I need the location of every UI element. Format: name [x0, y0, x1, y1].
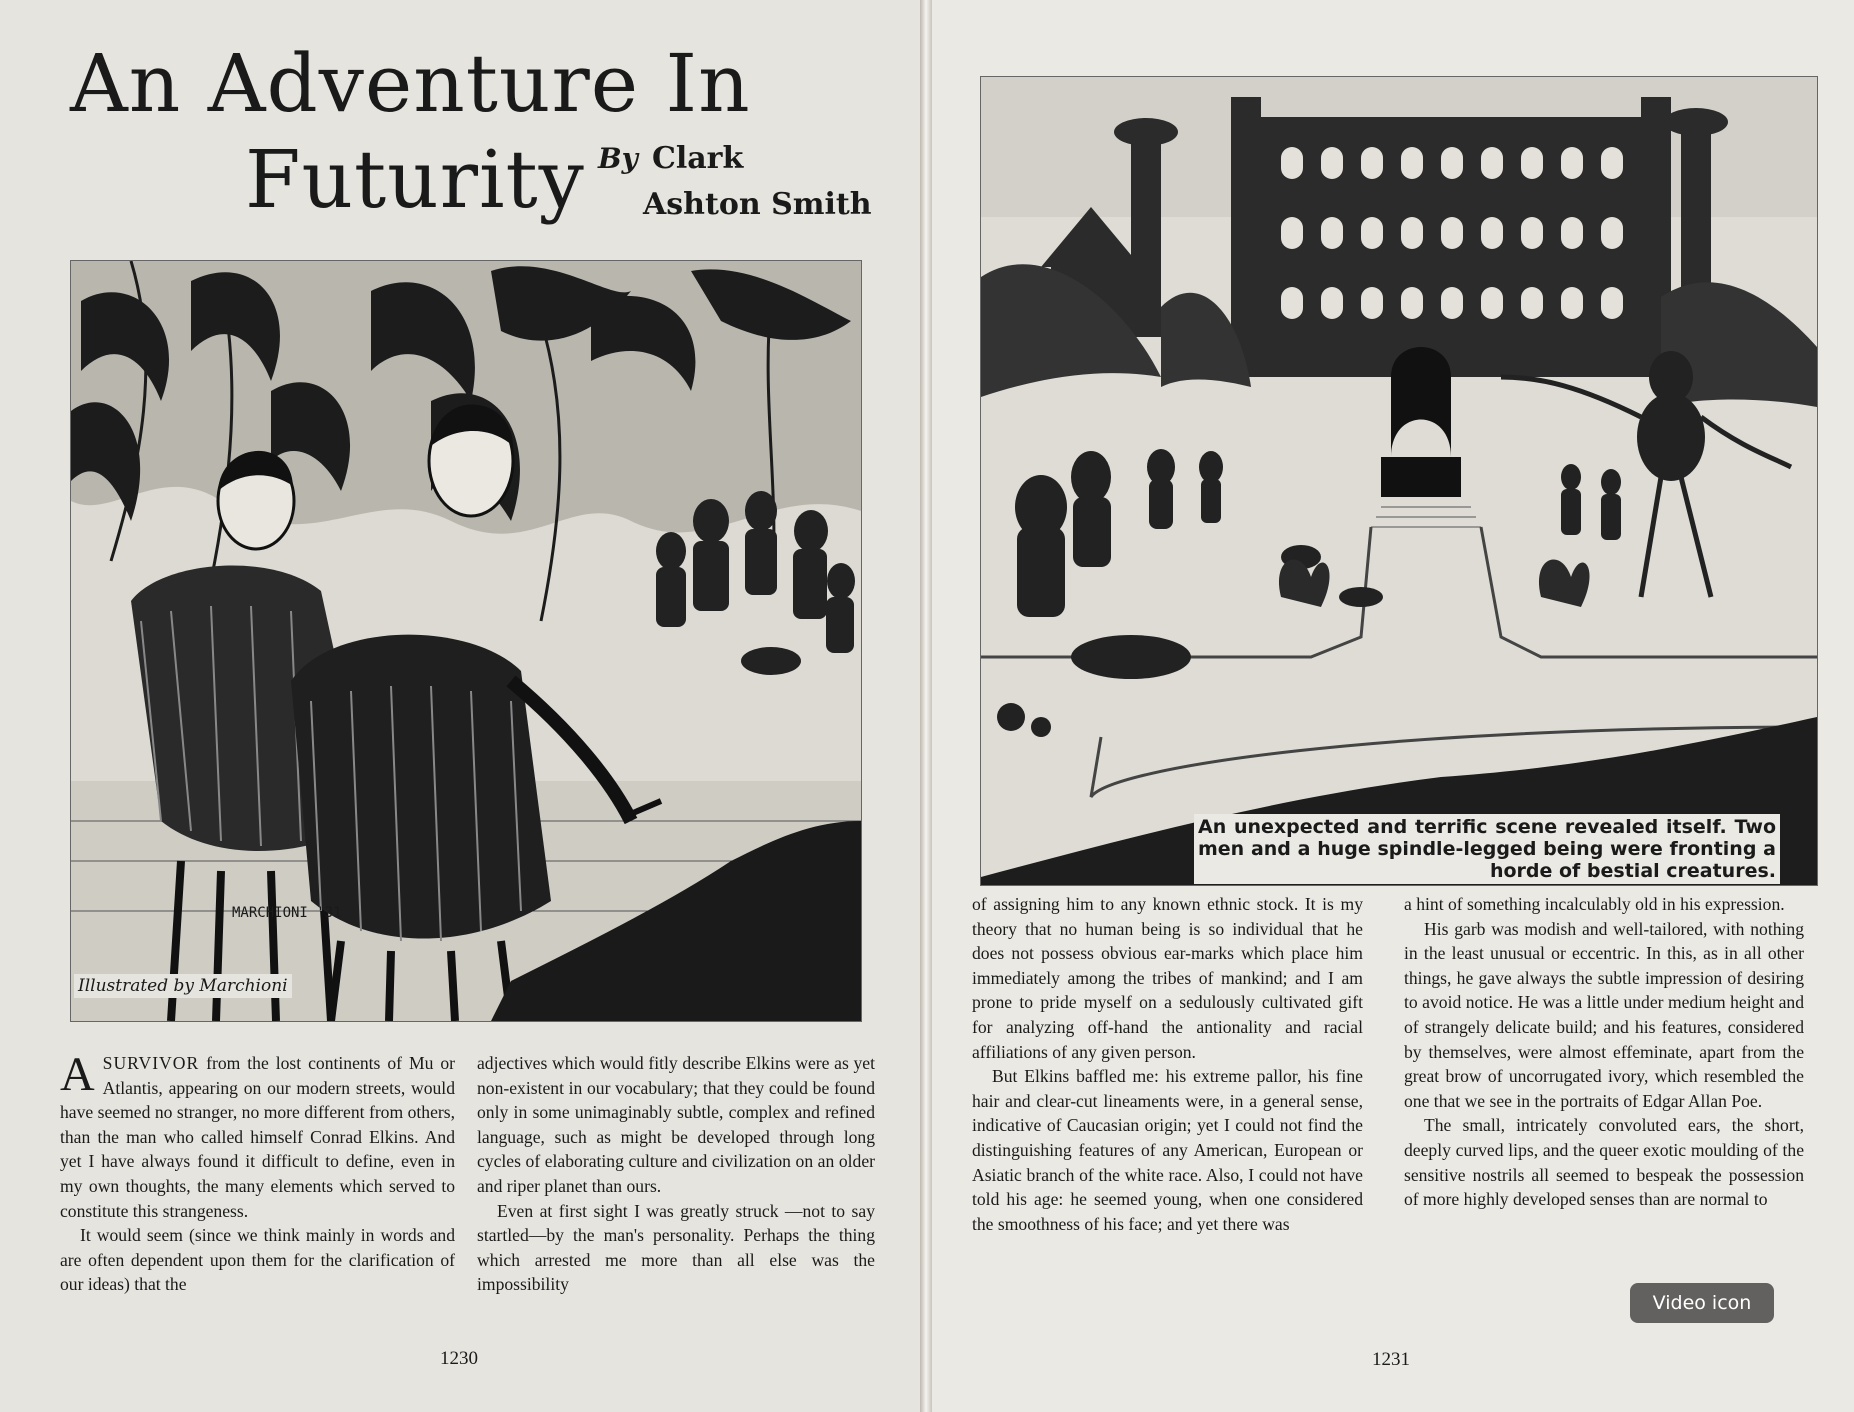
paragraph: His garb was modish and well-tailored, with nothing in the least unusual or eccentric. In this, as in all other things, he gave always the subtle impression of desiring to avoid notice. He was a little under medium height and of strangely delicate build; and his features, considered by themselves, were almost effeminate, apart from the great brow of uncorrugated ivory, which resembled the one that we see in the portraits of Edgar Allan Poe.: [1404, 918, 1804, 1111]
paragraph: a hint of something incalculably old in his expression.: [1404, 894, 1785, 914]
author-first-name: Clark: [651, 141, 744, 176]
video-icon-badge[interactable]: Video icon: [1630, 1283, 1774, 1323]
drop-cap: A: [60, 1048, 95, 1101]
paragraph: But Elkins baffled me: his extreme pallor, his fine hair and clear-cut lineaments were, in a general sense, indicative of Caucasian origin; yet I could not find the distinguishing features of any American, European or Asiatic branch of the white race. Also, I could not have told his age: he seemed young, when one considered the smoothness of his face; and yet there was: [972, 1066, 1363, 1234]
left-column-1: [60, 1048, 455, 1297]
left-page: [0, 0, 920, 1412]
book-gutter: [920, 0, 932, 1412]
byline-by: By: [598, 142, 638, 175]
illustration-two-men-jungle: [70, 260, 862, 1022]
paragraph: The small, intricately convoluted ears, the short, deeply curved lips, and the queer exotic moulding of the sensitive nostrils all seemed to bespeak the possession of more highly developed senses than are normal to: [1404, 1115, 1804, 1210]
author-last-name: Ashton Smith: [643, 187, 872, 222]
paragraph: Even at first sight I was greatly struck —not to say startled—by the man's personality. Perhaps the thing which arrested me more than all else was the impossibility: [477, 1200, 875, 1295]
right-page: [932, 0, 1854, 1412]
illustration-credit: Illustrated by Marchioni: [74, 974, 292, 998]
left-column-2: [477, 1051, 875, 1297]
illustration-caption: An unexpected and terrific scene revealed itself. Two men and a huge spindle-legged being were fronting a horde of bestial creatures.: [1194, 814, 1780, 884]
opening-lead-word: SURVIVOR: [102, 1053, 200, 1073]
byline: [598, 136, 872, 228]
paragraph: It would seem (since we think mainly in words and are often dependent upon them for the clarification of our ideas) that the: [60, 1225, 455, 1295]
opening-paragraph: [60, 1048, 455, 1223]
opening-paragraph-text: from the lost continents of Mu or Atlantis, appearing on our modern streets, would have seemed no stranger, no more different from others, than the man who called himself Conrad Elkins. And yet I have always found it difficult to define, even in my own thoughts, the many elements which served to constitute this strangeness.: [60, 1053, 455, 1221]
title-line-2: Futurity: [245, 133, 585, 226]
illustrator-signature: MARCHIONI '31: [232, 905, 342, 921]
title-line-1: An Adventure In: [70, 37, 751, 130]
right-column-1: [972, 892, 1363, 1236]
illustration-palace-scene: [980, 76, 1818, 886]
page-number-right: 1231: [1372, 1349, 1410, 1370]
paragraph: of assigning him to any known ethnic stock. It is my theory that no human being is so individual that he does not possess obvious ear-marks which place him immediately among the tribes of mankind; and I am prone to pride myself on a sedulously cultivated gift for analyzing off-hand the antionality and racial affiliations of any given person.: [972, 894, 1363, 1062]
right-column-2: [1404, 892, 1804, 1212]
page-number-left: 1230: [440, 1348, 478, 1369]
paragraph: adjectives which would fitly describe Elkins were as yet non-existent in our vocabulary; that they could be found only in some unimaginably subtle, complex and refined language, such as might be developed through long cycles of elaborating culture and civilization on an older and riper planet than ours.: [477, 1053, 875, 1196]
